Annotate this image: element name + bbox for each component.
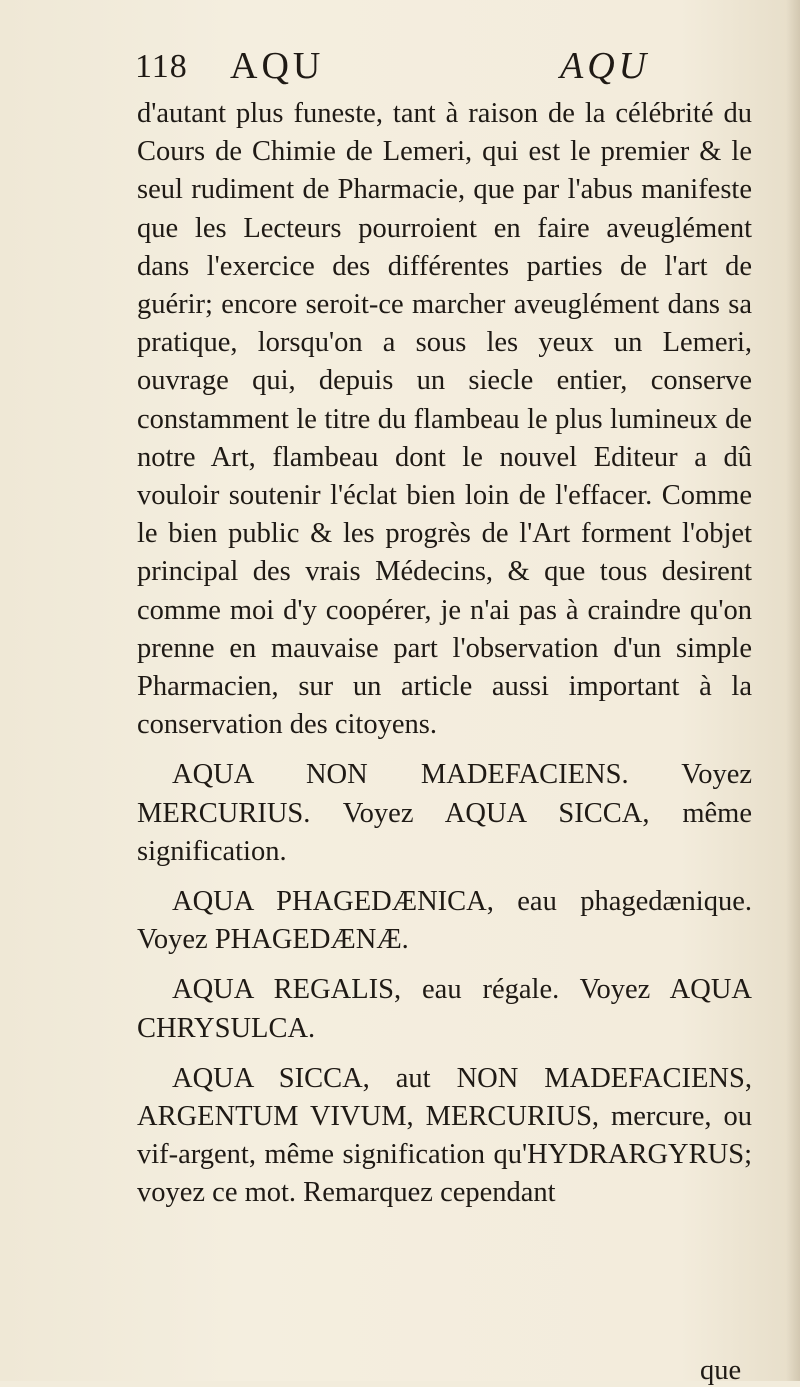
left-running-head: AQU xyxy=(230,45,325,87)
page-body xyxy=(137,95,752,1213)
entry-aqua-phagedaenica: AQUA PHAGEDÆNICA, eau phagedænique. Voyez PHAGEDÆNÆ. xyxy=(137,886,752,956)
running-header xyxy=(135,40,695,100)
page-edge-shadow xyxy=(786,0,800,1381)
entry-aqua-regalis: AQUA REGALIS, eau régale. Voyez AQUA CHRYSULCA. xyxy=(137,974,752,1044)
entry-aqua-non-madefaciens: AQUA NON MADEFACIENS. Voyez MERCURIUS. Voyez AQUA SICCA, même signification. xyxy=(137,759,752,867)
page-number: 118 xyxy=(135,48,188,85)
entry-aqua-sicca: AQUA SICCA, aut NON MADEFACIENS, ARGENTUM VIVUM, MERCURIUS, mercure, ou vif-argent, même signification qu'HYDRARGYRUS; voyez ce mot. Remarquez cependant xyxy=(137,1062,752,1209)
right-running-head: AQU xyxy=(560,45,651,87)
catchword: que xyxy=(700,1355,742,1386)
continuation-paragraph: d'autant plus funeste, tant à raison de la célébrité du Cours de Chimie de Lemeri, qui est le premier & le seul rudiment de Pharmacie, que par l'abus manifeste que les Lecteurs pourroient en faire aveuglément dans l'exercice des différentes parties de l'art de guérir; encore seroit-ce marcher aveuglément dans sa pratique, lorsqu'on a sous les yeux un Lemeri, ouvrage qui, depuis un siecle entier, conserve constamment le titre du flambeau le plus lumineux de notre Art, flambeau dont le nouvel Editeur a dû vouloir soutenir l'éclat bien loin de l'effacer. Comme le bien public & les progrès de l'Art forment l'objet principal des vrais Médecins, & que tous desirent comme moi d'y coopérer, je n'ai pas à craindre qu'on prenne en mauvaise part l'observation d'un simple Pharmacien, sur un article aussi important à la conservation des citoyens. xyxy=(137,98,752,741)
